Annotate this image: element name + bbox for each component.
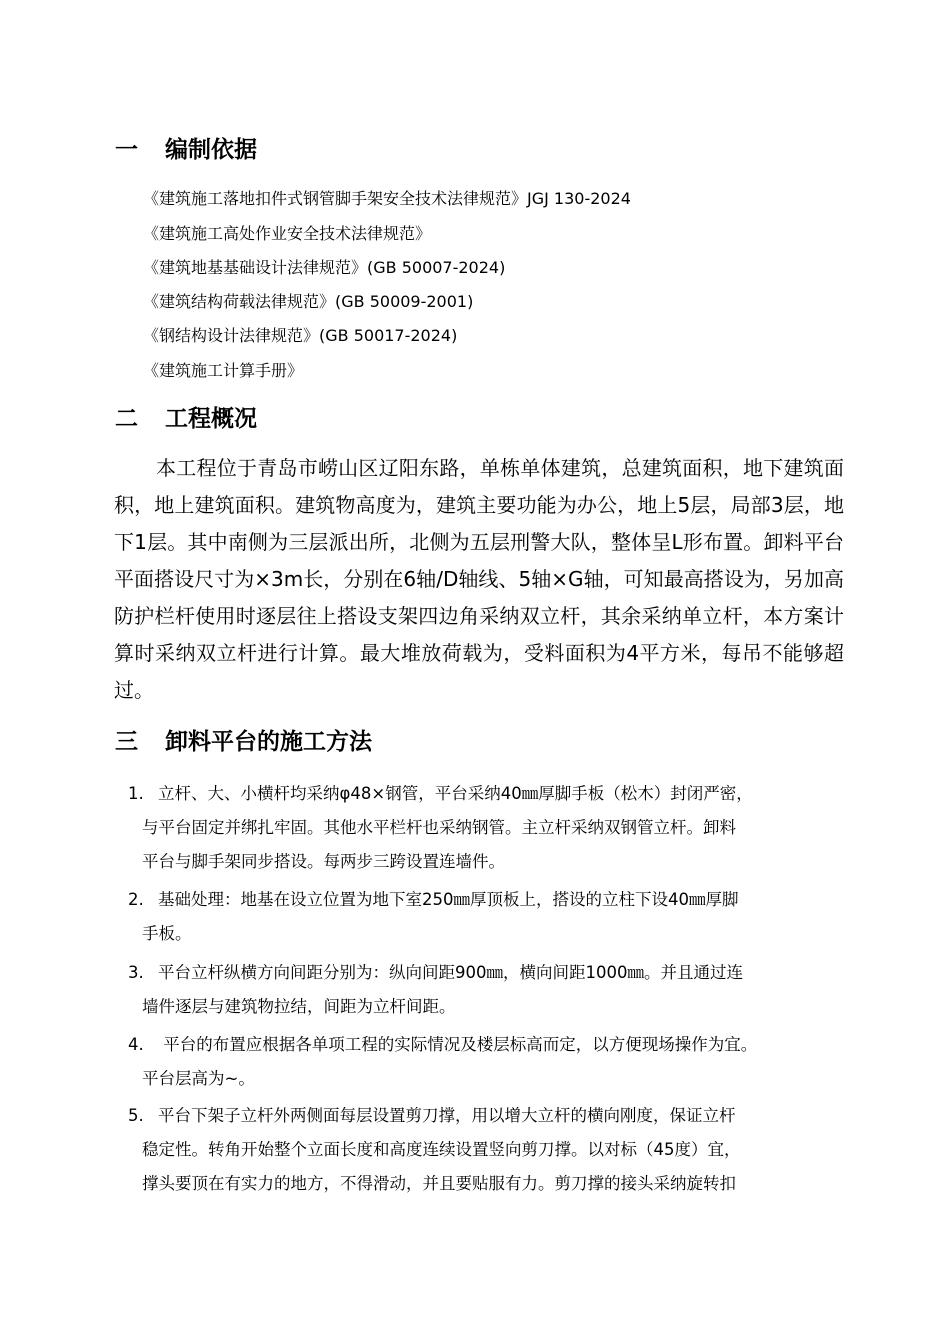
method-item-2 bbox=[128, 883, 858, 951]
item-line: 平台的布置应根据各单项工程的实际情况及楼层标高而定，以方便现场操作为宜。 bbox=[158, 1035, 758, 1054]
method-item-3 bbox=[128, 956, 858, 1024]
section-title: 编制依据 bbox=[165, 137, 257, 163]
reference-item: 《建筑结构荷载法律规范》(GB 50009-2001) bbox=[143, 292, 474, 311]
section-title: 工程概况 bbox=[165, 406, 257, 432]
section-number: 二 bbox=[115, 406, 138, 432]
item-number: 4. bbox=[128, 1035, 144, 1054]
item-line: 与平台固定并绑扎牢固。其他水平栏杆也采纳钢管。主立杆采纳双钢管立杆。卸料 bbox=[142, 818, 736, 837]
method-item-4 bbox=[128, 1028, 858, 1096]
section-number: 一 bbox=[115, 137, 138, 163]
item-line: 平台与脚手架同步搭设。每两步三跨设置连墙件。 bbox=[142, 852, 505, 871]
item-line: 稳定性。转角开始整个立面长度和高度连续设置竖向剪刀撑。以对标（45度）宜， bbox=[142, 1140, 741, 1159]
item-number: 2. bbox=[128, 890, 144, 909]
section-heading-2 bbox=[115, 404, 257, 434]
reference-item: 《钢结构设计法律规范》(GB 50017-2024) bbox=[143, 326, 458, 345]
section-heading-1 bbox=[115, 135, 257, 165]
item-line: 墙件逐层与建筑物拉结，间距为立杆间距。 bbox=[142, 997, 456, 1016]
reference-item: 《建筑地基基础设计法律规范》(GB 50007-2024) bbox=[143, 258, 506, 277]
item-line: 手板。 bbox=[142, 924, 192, 943]
reference-item: 《建筑施工高处作业安全技术法律规范》 bbox=[143, 224, 432, 243]
item-line: 立杆、大、小横杆均采纳φ48×钢管，平台采纳40㎜厚脚手板（松木）封闭严密， bbox=[158, 784, 753, 803]
item-number: 3. bbox=[128, 963, 144, 982]
item-line: 平台下架子立杆外两侧面每层设置剪刀撑，用以增大立杆的横向刚度，保证立杆 bbox=[158, 1106, 736, 1125]
reference-item: 《建筑施工计算手册》 bbox=[143, 361, 304, 380]
item-number: 1. bbox=[128, 784, 144, 803]
item-number: 5. bbox=[128, 1106, 144, 1125]
section-heading-3 bbox=[115, 727, 372, 757]
section-title: 卸料平台的施工方法 bbox=[165, 729, 372, 755]
method-item-1 bbox=[128, 777, 858, 879]
item-line: 平台立杆纵横方向间距分别为：纵向间距900㎜，横向间距1000㎜。并且通过连 bbox=[158, 963, 743, 982]
item-line: 撑头要顶在有实力的地方，不得滑动，并且要贴服有力。剪刀撑的接头采纳旋转扣 bbox=[142, 1174, 736, 1193]
overview-paragraph: 本工程位于青岛市崂山区辽阳东路，单栋单体建筑，总建筑面积，地下建筑面积，地上建筑面积。建筑物高度为，建筑主要功能为办公，地上5层，局部3层，地下1层。其中南侧为三层派出所，北侧为五层刑警大队，整体呈L形布置。卸料平台平面搭设尺寸为×3m长，分别在6轴/D轴线、5轴×G轴，可知最高搭设为，另加高防护栏杆使用时逐层往上搭设支架四边角采纳双立杆，其余采纳单立杆，本方案计算时采纳双立杆进行计算。最大堆放荷载为，受料面积为4平方米，每吊不能够超过。 bbox=[114, 456, 844, 702]
section-number: 三 bbox=[115, 729, 138, 755]
reference-item: 《建筑施工落地扣件式钢管脚手架安全技术法律规范》JGJ 130-2024 bbox=[143, 189, 631, 208]
item-line: 基础处理：地基在设立位置为地下室250㎜厚顶板上，搭设的立柱下设40㎜厚脚 bbox=[158, 890, 739, 909]
item-line: 平台层高为~。 bbox=[142, 1069, 255, 1088]
method-item-5 bbox=[128, 1099, 858, 1201]
